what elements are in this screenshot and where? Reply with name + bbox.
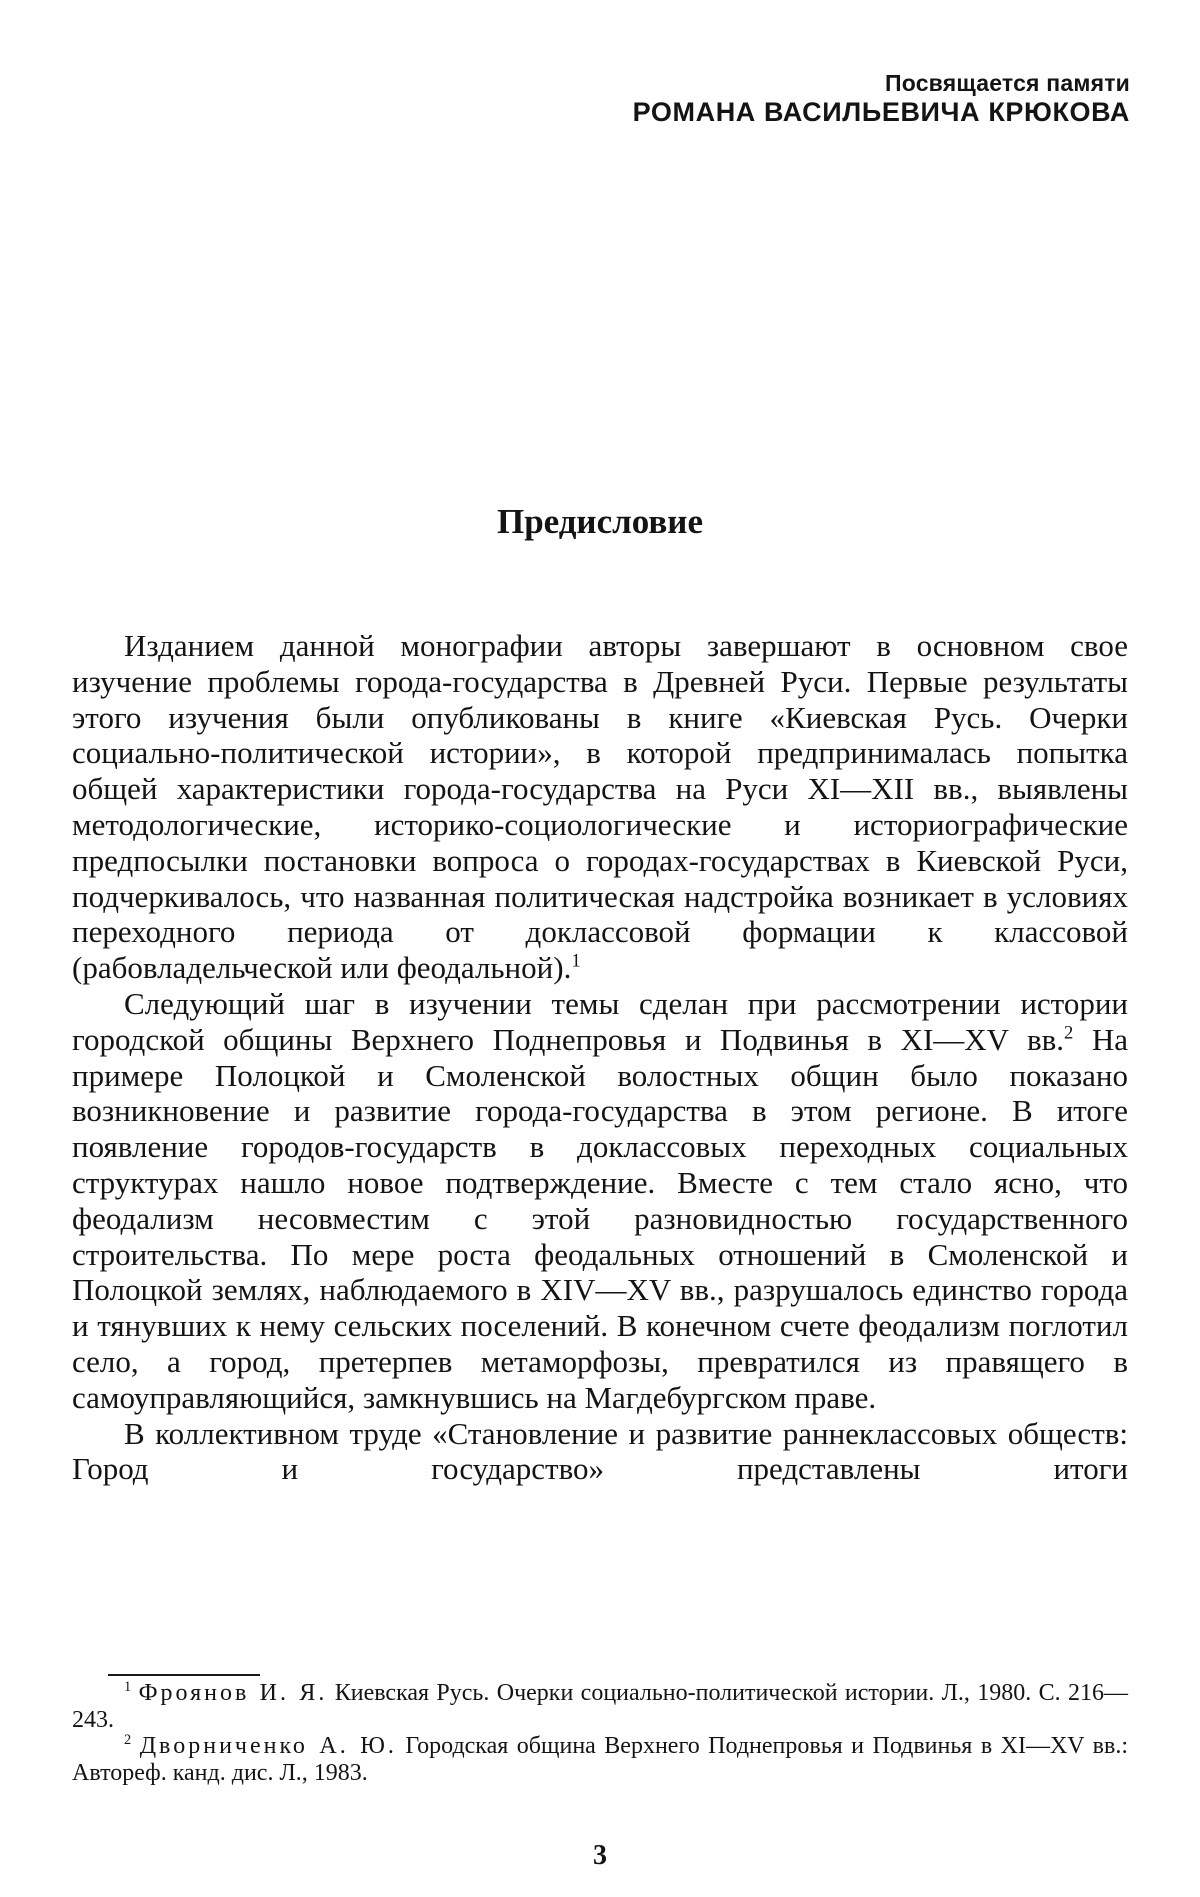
paragraph-3-text: В коллективном труде «Становление и развитие раннеклассовых обществ: Город и государство» представлены итоги xyxy=(72,1415,1128,1487)
footnote-2 xyxy=(72,1733,1128,1786)
footnote-divider xyxy=(108,1674,260,1676)
footnotes xyxy=(72,1680,1128,1786)
footnote-ref-1: 1 xyxy=(571,950,581,972)
footnote-ref-2: 2 xyxy=(1064,1022,1074,1044)
dedication-line-2: РОМАНА ВАСИЛЬЕВИЧА КРЮКОВА xyxy=(632,97,1130,128)
footnote-1-mark: 1 xyxy=(124,1679,132,1695)
paragraph-2-text-before: Следующий шаг в изучении темы сделан при рассмотрении истории городской общины Верхнего Поднепровья и Подвинья в XI—XV вв. xyxy=(72,985,1128,1057)
footnote-2-mark: 2 xyxy=(124,1732,132,1748)
paragraph-2 xyxy=(72,986,1128,1416)
paragraph-3 xyxy=(72,1416,1128,1488)
footnote-2-text: Городская община Верхнего Поднепровья и Подвинья в XI—XV вв.: Автореф. канд. дис. Л., 1983. xyxy=(72,1733,1128,1786)
page-number: 3 xyxy=(593,1840,607,1871)
footnote-2-author: Дворниченко А. Ю. xyxy=(139,1733,397,1759)
footnote-1 xyxy=(72,1680,1128,1733)
paragraph-1 xyxy=(72,628,1128,986)
page-title: Предисловие xyxy=(496,502,704,541)
dedication xyxy=(633,70,1130,129)
footnote-1-author: Фроянов И. Я. xyxy=(138,1680,328,1706)
dedication-line-1: Посвящается памяти xyxy=(885,70,1130,96)
paragraph-1-text: Изданием данной монографии авторы завершают в основном свое изучение проблемы города-государства в Древней Руси. Первые результаты этого изучения были опубликованы в книге «Киевская Русь. Очерки социально-политической истории», в которой предпринималась попытка общей характеристики города-государства на Руси XI—XII вв., выявлены методологические, историко-социологические и историографические предпосылки постановки вопроса о городах-государствах в Киевской Руси, подчеркивалось, что названная политическая надстройка возникает в условиях переходного периода от доклассовой формации к классовой (рабовладельческой или феодальной). xyxy=(72,628,1128,986)
main-text xyxy=(72,628,1128,1487)
footnote-1-text: Киевская Русь. Очерки социально-политической истории. Л., 1980. С. 216—243. xyxy=(72,1680,1129,1733)
paragraph-2-text-after: На примере Полоцкой и Смоленской волостных общин было показано возникновение и развитие города-государства в этом регионе. В итоге появление городов-государств в доклассовых переходных социальных структурах нашло новое подтверждение. Вместе с тем стало ясно, что феодализм несовместим с этой разновидностью государственного строительства. По мере роста феодальных отношений в Смоленской и Полоцкой землях, наблюдаемого в XIV—XV вв., разрушалось единство города и тянувших к нему сельских поселений. В конечном счете феодализм поглотил село, а город, претерпев метаморфозы, превратился из правящего в самоуправляющийся, замкнувшись на Магдебургском праве. xyxy=(72,1021,1128,1415)
